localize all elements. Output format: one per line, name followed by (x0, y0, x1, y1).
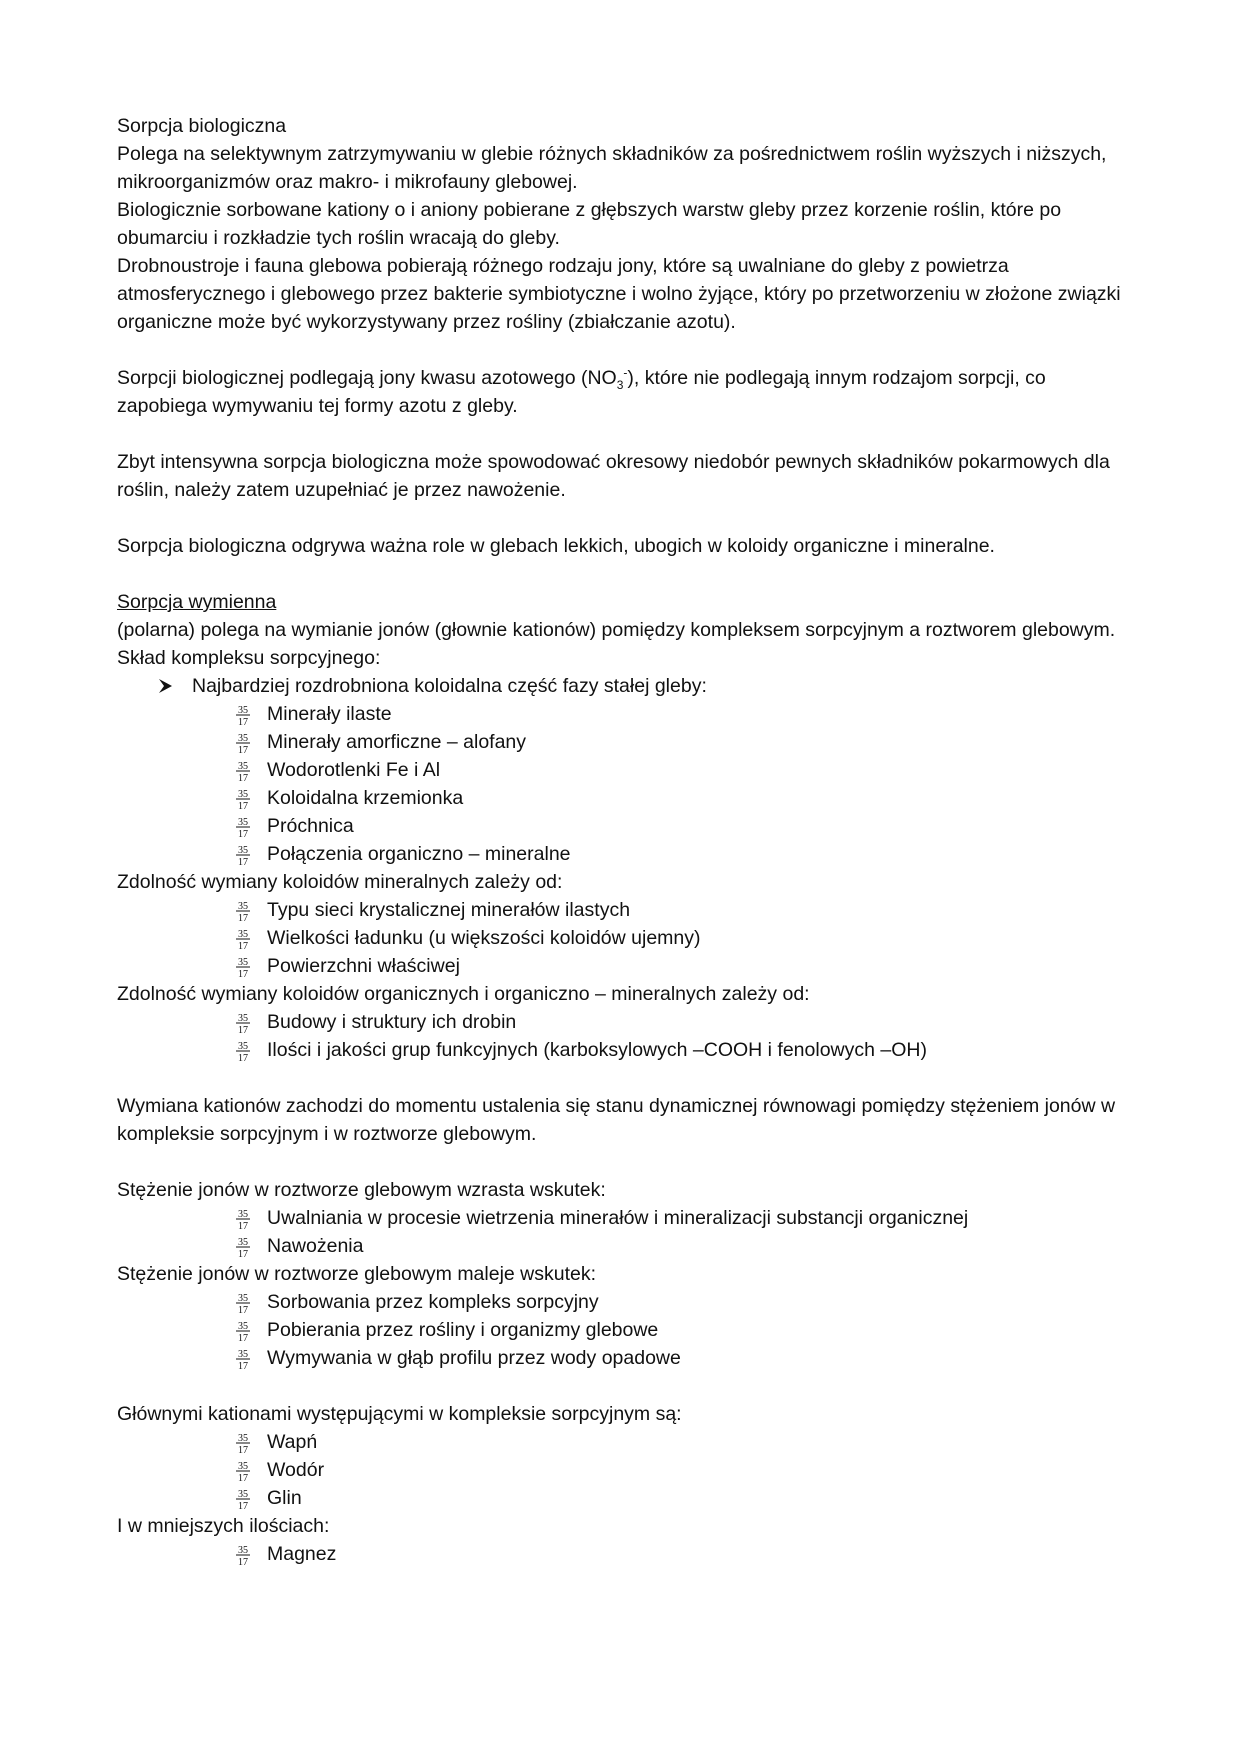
list-item-text: Sorbowania przez kompleks sorpcyjny (267, 1291, 599, 1313)
svg-text:17: 17 (238, 857, 248, 867)
list-item (117, 952, 1127, 980)
list-item-text: Powierzchni właściwej (267, 955, 460, 977)
svg-text:35: 35 (238, 1041, 248, 1052)
symbol-bullet-icon (232, 759, 254, 783)
document-page (117, 112, 1127, 1568)
list-item (117, 896, 1127, 924)
list-main (117, 1428, 1127, 1512)
list-item-text: Uwalniania w procesie wietrzenia minerałów i mineralizacji substancji organicznej (267, 1207, 969, 1229)
symbol-bullet-icon (232, 843, 254, 867)
svg-text:35: 35 (238, 845, 248, 856)
list-item-text: Wymywania w głąb profilu przez wody opadowe (267, 1347, 681, 1369)
svg-text:35: 35 (238, 1293, 248, 1304)
symbol-bullet-icon (232, 955, 254, 979)
list-item-text: Koloidalna krzemionka (267, 787, 464, 809)
list-item-text: Minerały amorficzne – alofany (267, 731, 527, 753)
list-decrease (117, 1288, 1127, 1372)
symbol-bullet-icon (232, 1039, 254, 1063)
svg-text:17: 17 (238, 745, 248, 755)
svg-text:35: 35 (238, 1433, 248, 1444)
section-title-exchange: Sorpcja wymienna (117, 591, 277, 613)
svg-text:17: 17 (238, 773, 248, 783)
svg-text:35: 35 (238, 901, 248, 912)
svg-text:17: 17 (238, 1557, 248, 1567)
svg-text:17: 17 (238, 1361, 248, 1371)
list-item-text: Nawożenia (267, 1235, 364, 1257)
list-item-text: Połączenia organiczno – mineralne (267, 843, 571, 865)
svg-text:17: 17 (238, 1053, 248, 1063)
symbol-bullet-icon (232, 1543, 254, 1567)
list-label: Głównymi kationami występującymi w kompleksie sorpcyjnym są: (117, 1403, 682, 1425)
list-item (117, 1036, 1127, 1064)
list-item-text: Typu sieci krystalicznej minerałów ilastych (267, 899, 631, 921)
list-item-text: Wodór (267, 1459, 325, 1481)
svg-text:35: 35 (238, 733, 248, 744)
list-item (117, 1540, 1127, 1568)
svg-text:17: 17 (238, 1501, 248, 1511)
list-item (117, 728, 1127, 756)
list-item-text: Wapń (267, 1431, 318, 1453)
paragraph: (polarna) polega na wymianie jonów (głownie kationów) pomiędzy kompleksem sorpcyjnym a roztworem glebowym. (117, 619, 1116, 641)
list-item (117, 1288, 1127, 1316)
symbol-bullet-icon (232, 731, 254, 755)
list-item (117, 1204, 1127, 1232)
svg-text:17: 17 (238, 717, 248, 727)
symbol-bullet-icon (232, 899, 254, 923)
symbol-bullet-icon (232, 1459, 254, 1483)
svg-text:35: 35 (238, 789, 248, 800)
svg-text:17: 17 (238, 913, 248, 923)
svg-text:35: 35 (238, 1461, 248, 1472)
list-item (117, 756, 1127, 784)
list-minor (117, 1540, 1127, 1568)
svg-text:35: 35 (238, 1209, 248, 1220)
svg-text:17: 17 (238, 1249, 248, 1259)
list-item (117, 1456, 1127, 1484)
symbol-bullet-icon (232, 1207, 254, 1231)
list-increase (117, 1204, 1127, 1260)
list-item-text: Próchnica (267, 815, 354, 837)
paragraph: Biologicznie sorbowane kationy o i aniony pobierane z głębszych warstw gleby przez korzenie roślin, które po obumarciu i rozkładzie tych roślin wracają do gleby. (117, 199, 1062, 249)
list-item-text: Pobierania przez rośliny i organizmy glebowe (267, 1319, 659, 1341)
list-label: Stężenie jonów w roztworze glebowym maleje wskutek: (117, 1263, 597, 1285)
symbol-bullet-icon (232, 787, 254, 811)
list-item (117, 1428, 1127, 1456)
paragraph: Drobnoustroje i fauna glebowa pobierają różnego rodzaju jony, które są uwalniane do gleby z powietrza atmosferycznego i glebowego przez bakterie symbiotyczne i wolno żyjące, który po przetworzeniu w złożone związki organiczne może być wykorzystywany przez rośliny (zbiałczanie azotu). (117, 255, 1121, 333)
list-item (117, 1344, 1127, 1372)
list-item-text: Ilości i jakości grup funkcyjnych (karboksylowych –COOH i fenolowych –OH) (267, 1039, 927, 1061)
symbol-bullet-icon (232, 1347, 254, 1371)
paragraph-nitrate: Sorpcji biologicznej podlegają jony kwasu azotowego $(NO_3^-)$, które nie podlegają innym rodzajom sorpcji, co zapobiega wymywaniu tej formy azotu z gleby. (117, 365, 1046, 417)
list-label: Zdolność wymiany koloidów mineralnych zależy od: (117, 871, 563, 893)
list-item-text: Budowy i struktury ich drobin (267, 1011, 517, 1033)
list-label: I w mniejszych ilościach: (117, 1515, 330, 1537)
list-label: Stężenie jonów w roztworze glebowym wzrasta wskutek: (117, 1179, 606, 1201)
svg-text:35: 35 (238, 1321, 248, 1332)
list-item (117, 840, 1127, 868)
list-item (117, 784, 1127, 812)
svg-text:35: 35 (238, 957, 248, 968)
svg-text:17: 17 (238, 941, 248, 951)
svg-text:35: 35 (238, 817, 248, 828)
list-item (117, 812, 1127, 840)
svg-text:17: 17 (238, 1305, 248, 1315)
list-item-text: Wodorotlenki Fe i Al (267, 759, 441, 781)
symbol-bullet-icon (232, 703, 254, 727)
svg-text:17: 17 (238, 801, 248, 811)
svg-text:35: 35 (238, 1237, 248, 1248)
list-item (117, 1316, 1127, 1344)
paragraph: Polega na selektywnym zatrzymywaniu w glebie różnych składników za pośrednictwem roślin wyższych i niższych, mikroorganizmów oraz makro- i mikrofauny glebowej. (117, 143, 1107, 193)
svg-text:35: 35 (238, 705, 248, 716)
list-item (117, 1232, 1127, 1260)
symbol-bullet-icon (232, 1011, 254, 1035)
paragraph: Wymiana kationów zachodzi do momentu ustalenia się stanu dynamicznej równowagi pomiędzy stężeniem jonów w kompleksie sorpcyjnym i w roztworze glebowym. (117, 1095, 1116, 1145)
list-item-level1: Najbardziej rozdrobniona koloidalna część fazy stałej gleby: (117, 672, 1127, 700)
list-item-text: Glin (267, 1487, 302, 1509)
paragraph: Sorpcja biologiczna odgrywa ważna role w glebach lekkich, ubogich w koloidy organiczne i mineralne. (117, 535, 995, 557)
list-label: Skład kompleksu sorpcyjnego: (117, 647, 381, 669)
svg-text:17: 17 (238, 829, 248, 839)
paragraph: Zbyt intensywna sorpcja biologiczna może spowodować okresowy niedobór pewnych składników pokarmowych dla roślin, należy zatem uzupełniać je przez nawożenie. (117, 451, 1110, 501)
list-organic (117, 1008, 1127, 1064)
arrow-bullet-icon (157, 672, 177, 700)
list-mineral (117, 896, 1127, 980)
list-components (117, 700, 1127, 868)
section-title-biological: Sorpcja biologiczna (117, 115, 287, 137)
list-item (117, 924, 1127, 952)
symbol-bullet-icon (232, 815, 254, 839)
svg-text:35: 35 (238, 1349, 248, 1360)
svg-text:17: 17 (238, 1445, 248, 1455)
symbol-bullet-icon (232, 927, 254, 951)
svg-text:17: 17 (238, 1221, 248, 1231)
svg-text:35: 35 (238, 1545, 248, 1556)
svg-text:35: 35 (238, 1013, 248, 1024)
symbol-bullet-icon (232, 1291, 254, 1315)
list-label: Zdolność wymiany koloidów organicznych i organiczno – mineralnych zależy od: (117, 983, 810, 1005)
list-item-text: Wielkości ładunku (u większości koloidów ujemny) (267, 927, 701, 949)
svg-text:35: 35 (238, 929, 248, 940)
list-item-text: Magnez (267, 1543, 337, 1565)
list-item (117, 1484, 1127, 1512)
symbol-bullet-icon (232, 1487, 254, 1511)
symbol-bullet-icon (232, 1319, 254, 1343)
symbol-bullet-icon (232, 1235, 254, 1259)
svg-text:17: 17 (238, 969, 248, 979)
svg-text:35: 35 (238, 1489, 248, 1500)
svg-text:17: 17 (238, 1333, 248, 1343)
list-item-text: Minerały ilaste (267, 703, 392, 725)
list-item (117, 1008, 1127, 1036)
svg-text:17: 17 (238, 1025, 248, 1035)
svg-text:17: 17 (238, 1473, 248, 1483)
svg-text:35: 35 (238, 761, 248, 772)
list-item (117, 700, 1127, 728)
symbol-bullet-icon (232, 1431, 254, 1455)
